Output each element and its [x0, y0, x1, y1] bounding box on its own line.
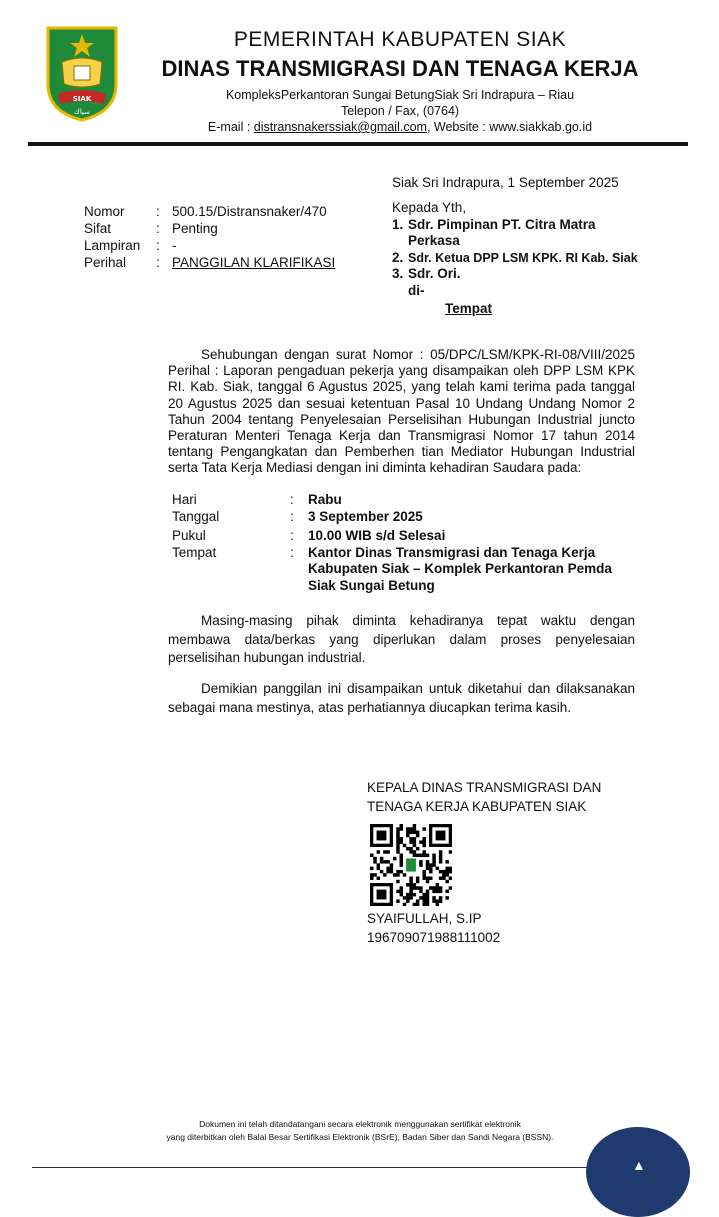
logo-text: SIAK — [72, 95, 92, 103]
meta-row-nomor: Nomor : 500.15/Distransnaker/470 — [84, 204, 327, 219]
schedule-table — [172, 492, 638, 594]
signature-block — [367, 910, 500, 947]
addressee-item: 2. Sdr. Ketua DPP LSM KPK. RI Kab. Siak — [392, 249, 638, 265]
footer-line-2: yang diterbitkan oleh Balai Besar Sertifikasi Elektronik (BSrE), Badan Siber dan Sandi Negara (BSSN). — [166, 1132, 554, 1142]
letter-date: Siak Sri Indrapura, 1 September 2025 — [392, 175, 619, 190]
addressee-di: di- — [408, 282, 425, 298]
scroll-up-button[interactable] — [586, 1127, 690, 1217]
addressee-greeting: Kepada Yth, — [392, 200, 467, 215]
signature-title — [367, 779, 601, 816]
schedule-row-tanggal: Tanggal : 3 September 2025 — [172, 508, 423, 524]
addressee-item: 3. Sdr. Ori. — [392, 266, 461, 281]
letterhead-government: PEMERINTAH KABUPATEN SIAK — [233, 28, 567, 51]
addressee-block — [392, 200, 692, 318]
government-logo — [44, 24, 120, 122]
esign-footer — [100, 1118, 620, 1144]
meta-row-perihal: Perihal : PANGGILAN KLARIFIKASI — [84, 255, 336, 270]
addressee-item-cont: Perkasa — [408, 233, 460, 248]
letterhead-address: KompleksPerkantoran Sungai BetungSiak Sri Indrapura – Riau — [225, 88, 575, 102]
page-bottom-line — [32, 1167, 592, 1168]
letterhead-divider — [28, 142, 688, 146]
signature-title-line1: KEPALA DINAS TRANSMIGRASI DAN — [367, 780, 602, 795]
meta-row-lampiran: Lampiran : - — [84, 238, 177, 253]
svg-text:سياك: سياك — [74, 108, 90, 116]
schedule-row-hari: Hari : Rabu — [172, 492, 342, 507]
signatory-name: SYAIFULLAH, S.IP — [367, 911, 482, 926]
letterhead-phone: Telepon / Fax, (0764) — [340, 104, 460, 118]
chevron-up-icon: ▲ — [632, 1157, 646, 1173]
qr-code-signature — [370, 824, 452, 906]
body-paragraph-1: Sehubungan dengan surat Nomor : 05/DPC/LSM/KPK-RI-08/VIII/2025 Perihal : Laporan pengaduan pekerja yang disampaikan oleh DPP LSM KPK RI. Kab. Siak, tanggal 6 Agustus 2025, yang telah kami terima pada tanggal 20 Agustus 2025 dan sesuai ketentuan Pasal 10 Undang Undang Nomor 2 Tahun 2004 tentang Penyelesaian Perselisihan Hubungan Industrial juncto Peraturan Menteri Tenaga Kerja dan Transmigrasi Nomor 17 tahun 2014 tentang Pengangkatan dan Pemberhen tian Mediator Hubungan Industrial serta Tata Kerja Mediasi dengan ini diminta kehadiran Saudara pada: — [168, 347, 635, 476]
website-text: , Website : www.siakkab.go.id — [426, 120, 593, 134]
addressee-tempat: Tempat — [445, 301, 493, 316]
footer-line-1: Dokumen ini telah ditandatangani secara elektronik menggunakan sertifikat elektronik — [199, 1119, 521, 1129]
signature-title-line2: TENAGA KERJA KABUPATEN SIAK — [367, 798, 587, 814]
letterhead-contact — [140, 120, 660, 134]
schedule-row-tempat: Tempat : Kantor Dinas Transmigrasi dan Tenaga Kerja Kabupaten Siak – Komplek Perkantoran Pemda Siak Sungai Betung — [172, 544, 612, 593]
body-paragraph-2: Masing-masing pihak diminta kehadiranya tepat waktu dengan membawa data/berkas yang diperlukan dalam proses penyelesaian perselisihan hubungan industrial. — [168, 613, 635, 665]
meta-row-sifat: Sifat : Penting — [84, 221, 218, 236]
email-link[interactable]: distransnakerssiak@gmail.com — [253, 120, 427, 134]
letter-meta — [84, 203, 335, 271]
body-paragraph-3: Demikian panggilan ini disampaikan untuk diketahui dan dilaksanakan sebagai mana mestinya, atas perhatiannya diucapkan terima kasih. — [168, 681, 635, 715]
letterhead-agency: DINAS TRANSMIGRASI DAN TENAGA KERJA — [161, 56, 639, 81]
signatory-nip: 196709071988111002 — [367, 929, 501, 945]
email-label: E-mail : — [207, 120, 254, 134]
addressee-item: 1. Sdr. Pimpinan PT. Citra Matra — [392, 216, 596, 232]
schedule-row-pukul: Pukul : 10.00 WIB s/d Selesai — [172, 528, 446, 543]
